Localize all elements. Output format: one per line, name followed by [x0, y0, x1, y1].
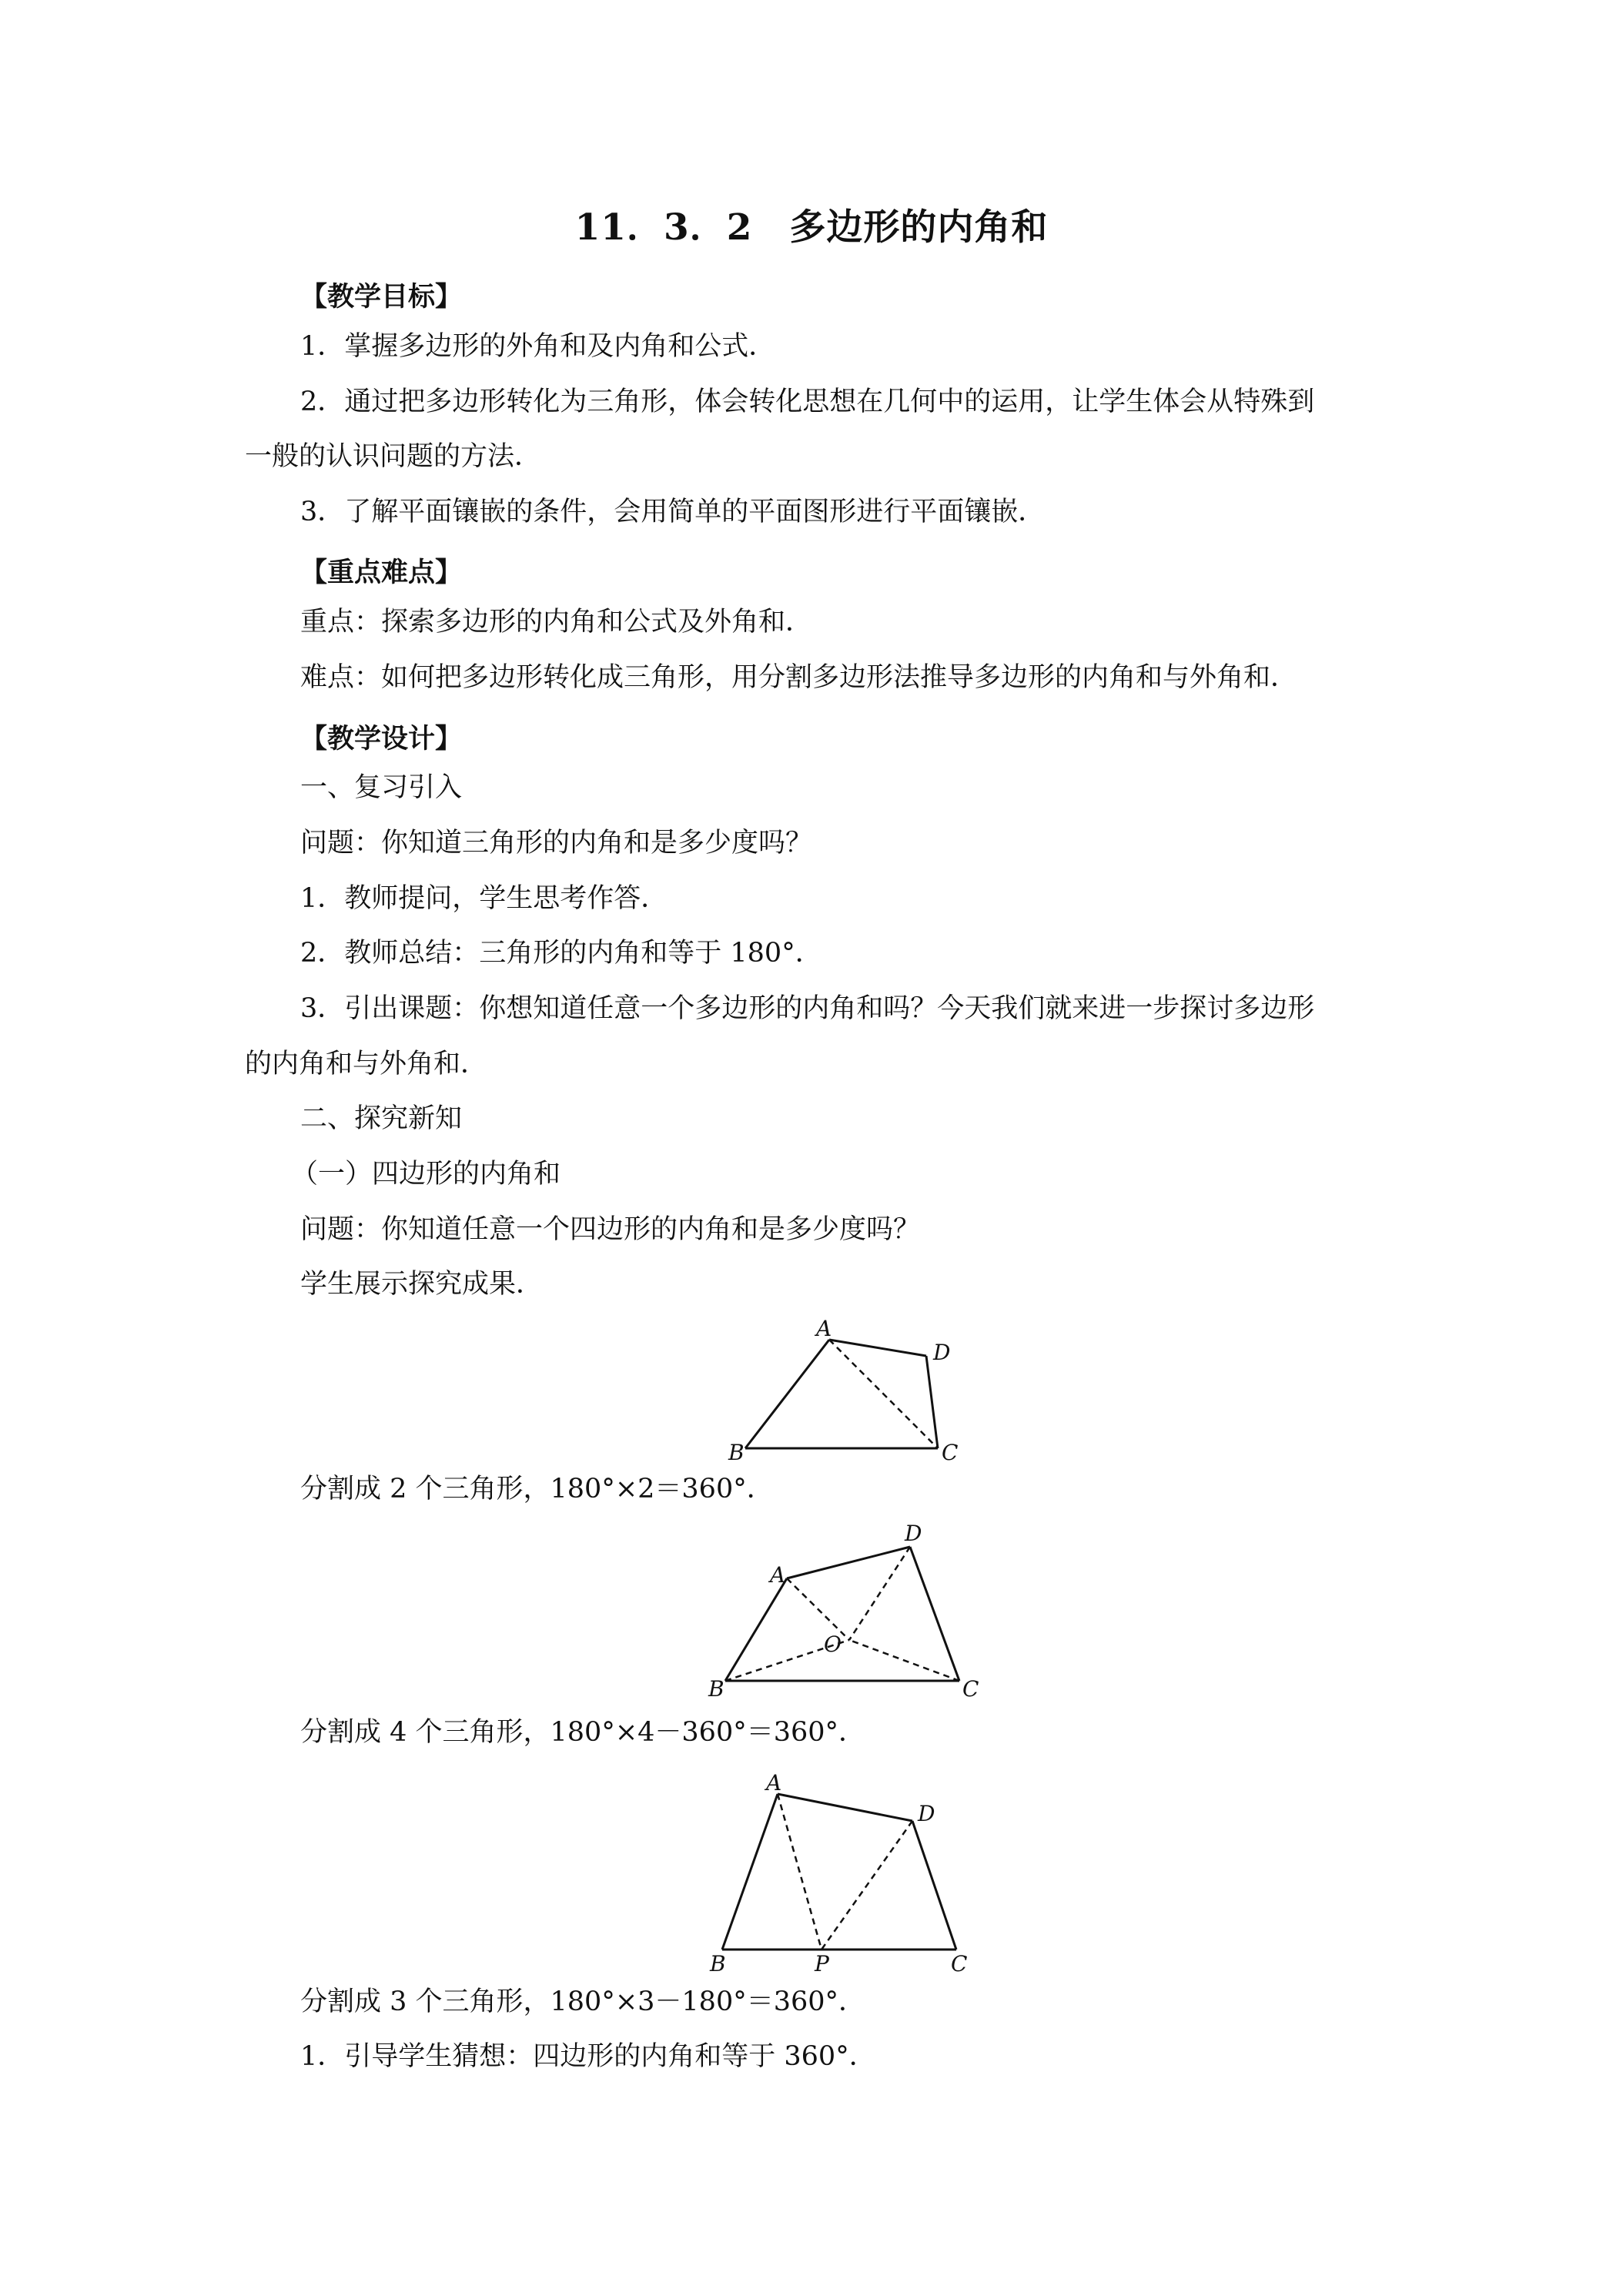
review-heading: 一、复习引入 — [300, 772, 463, 803]
explore-sub-heading: （一）四边形的内角和 — [291, 1159, 561, 1190]
edge-dc — [910, 1547, 959, 1681]
segment-ap — [778, 1794, 822, 1950]
label-d: D — [933, 1340, 951, 1365]
label-d: D — [918, 1801, 935, 1826]
review-step-3-cont: 的内角和与外角和． — [245, 1049, 488, 1079]
objective-2-cont: 一般的认识问题的方法． — [245, 441, 542, 472]
page-title: 11．3．2 多边形的内角和 — [574, 206, 1049, 249]
review-step-2: 2．教师总结：三角形的内角和等于 180°． — [300, 938, 822, 969]
edge-ba — [725, 1578, 787, 1681]
figure-3-caption: 分割成 3 个三角形，180°×3－180°＝360°． — [300, 1986, 866, 2017]
conclusion-line: 1．引导学生猜想：四边形的内角和等于 360°． — [300, 2041, 876, 2072]
label-d: D — [905, 1521, 922, 1546]
label-c: C — [942, 1440, 959, 1465]
explore-heading: 二、探究新知 — [300, 1103, 463, 1134]
review-question: 问题：你知道三角形的内角和是多少度吗？ — [300, 828, 813, 858]
label-o: O — [824, 1632, 842, 1657]
label-c: C — [962, 1676, 979, 1702]
edge-dc — [912, 1821, 956, 1950]
review-step-3: 3．引出课题：你想知道任意一个多边形的内角和吗？今天我们就来进一步探讨多边形 — [300, 993, 1315, 1024]
edge-dc — [926, 1356, 938, 1448]
objective-1: 1．掌握多边形的外角和及内角和公式． — [300, 331, 776, 362]
design-heading: 【教学设计】 — [300, 723, 463, 755]
label-b: B — [708, 1676, 724, 1702]
edge-ad — [829, 1340, 926, 1356]
explore-question: 问题：你知道任意一个四边形的内角和是多少度吗？ — [300, 1214, 921, 1245]
segment-dp — [822, 1821, 912, 1950]
segment-co — [849, 1640, 959, 1681]
explore-intro: 学生展示探究成果． — [300, 1269, 544, 1300]
quadrilateral-figure-1 — [693, 1316, 1001, 1465]
keypoint-important: 重点：探索多边形的内角和公式及外角和． — [300, 607, 813, 638]
label-p: P — [815, 1951, 829, 1976]
label-a: A — [816, 1316, 832, 1341]
edge-ba — [722, 1794, 778, 1950]
edge-ba — [745, 1340, 829, 1448]
quadrilateral-figure-3 — [693, 1767, 1001, 1975]
objectives-heading: 【教学目标】 — [300, 281, 463, 313]
label-a: A — [766, 1770, 782, 1796]
label-a: A — [770, 1562, 786, 1588]
objective-2: 2．通过把多边形转化为三角形，体会转化思想在几何中的运用，让学生体会从特殊到 — [300, 387, 1315, 417]
edge-ad — [778, 1794, 912, 1821]
label-b: B — [728, 1440, 745, 1465]
figure-1-caption: 分割成 2 个三角形，180°×2＝360°． — [300, 1474, 774, 1504]
keypoint-difficult: 难点：如何把多边形转化成三角形，用分割多边形法推导多边形的内角和与外角和． — [300, 662, 1298, 693]
review-step-1: 1．教师提问，学生思考作答． — [300, 883, 668, 914]
keypoints-heading: 【重点难点】 — [300, 557, 463, 588]
quadrilateral-figure-2 — [693, 1521, 1001, 1705]
objective-3: 3．了解平面镶嵌的条件，会用简单的平面图形进行平面镶嵌． — [300, 497, 1046, 527]
figure-2-caption: 分割成 4 个三角形，180°×4－360°＝360°． — [300, 1717, 866, 1748]
label-b: B — [710, 1951, 726, 1976]
label-c: C — [951, 1951, 968, 1976]
segment-ao — [787, 1578, 849, 1640]
